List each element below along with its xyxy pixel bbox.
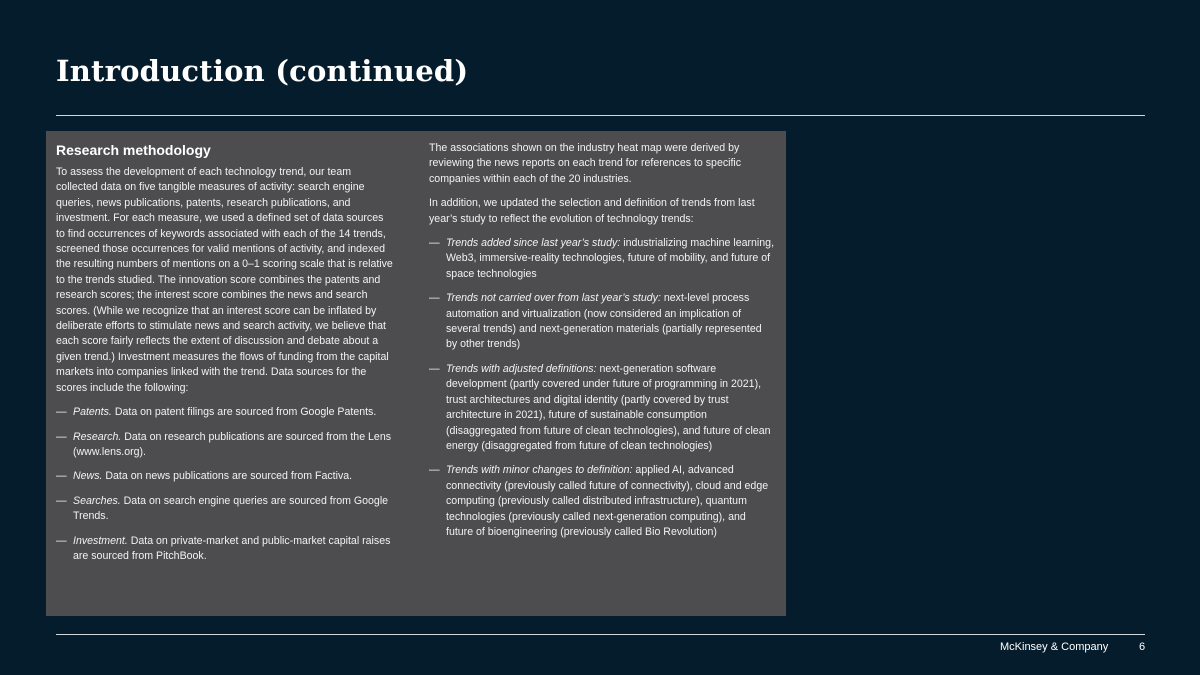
top-divider: [56, 115, 1145, 116]
change-text: next-generation software development (partly covered under future of programming in 2021), trust architectures and digital identity (partly covered by trust architecture in 2021), future of sustainable consumption (disaggregated from future of clean technologies), and future of clean energy (disaggregated from future of clean technologies): [446, 362, 771, 452]
source-text: Data on private-market and public-market capital raises are sourced from PitchBook.: [73, 534, 391, 562]
list-item: [56, 430, 394, 461]
source-label: Investment.: [73, 534, 128, 547]
list-item: [429, 236, 774, 282]
list-item: [56, 494, 394, 525]
dash-bullet: —: [429, 292, 440, 305]
trend-changes-list: [429, 236, 774, 540]
methodology-column: [56, 141, 394, 573]
page-title: Introduction (continued): [56, 54, 469, 88]
list-item: [56, 534, 394, 565]
page-number: 6: [1139, 641, 1146, 653]
dash-bullet: —: [429, 362, 440, 375]
list-item: [56, 469, 394, 484]
sources-list: [56, 405, 394, 564]
updates-paragraph: In addition, we updated the selection and definition of trends from last year’s study to reflect the evolution of technology trends:: [429, 197, 755, 225]
dash-bullet: —: [56, 470, 67, 483]
list-item: [56, 405, 394, 420]
methodology-intro: To assess the development of each technology trend, our team collected data on five tangible measures of activity: search engine queries, news publications, patents, research publications, and investment. For each measure, we used a defined set of data sources to find occurrences of keywords associated with each of the 14 trends, screened those occurrences for valid mentions of activity, and indexed the resulting numbers of mentions on a 0–1 scoring scale that is relative to the trends studied. The innovation score combines the patents and research scores; the interest score combines the news and search scores. (While we recognize that an interest score can be inflated by deliberate efforts to stimulate news and search activity, we believe that each score fairly reflects the extent of discussion and debate about a given trend.) Investment measures the flows of funding from the capital markets into companies linked with the trend. Data sources for the scores include the following:: [56, 166, 393, 394]
dash-bullet: —: [429, 464, 440, 477]
source-text: Data on news publications are sourced from Factiva.: [105, 470, 353, 483]
heat-map-paragraph: The associations shown on the industry heat map were derived by reviewing the news reports on each trend for references to specific companies within each of the 20 industries.: [429, 142, 742, 185]
source-text: Data on research publications are sourced from the Lens (www.lens.org).: [73, 430, 392, 458]
content-panel: [46, 131, 786, 616]
source-text: Data on search engine queries are sourced from Google Trends.: [73, 494, 389, 523]
footer-brand: McKinsey & Company: [1000, 641, 1109, 653]
change-label: Trends with adjusted definitions:: [446, 362, 597, 375]
section-heading: Research methodology: [56, 142, 211, 158]
dash-bullet: —: [56, 430, 67, 443]
change-text: applied AI, advanced connectivity (previously called future of connectivity), cloud and edge computing (previously called distributed infrastructure), quantum technologies (previously called next-generation computing), and future of bioengineering (previously called Bio Revolution): [446, 464, 769, 538]
change-label: Trends added since last year’s study:: [446, 237, 621, 250]
list-item: [429, 362, 774, 454]
source-label: Research.: [73, 430, 122, 443]
change-label: Trends with minor changes to definition:: [446, 464, 633, 477]
list-item: [429, 463, 774, 540]
change-text: industrializing machine learning, Web3, immersive-reality technologies, future of mobility, and future of space technologies: [446, 237, 775, 280]
source-label: Patents.: [73, 406, 112, 419]
source-text: Data on patent filings are sourced from Google Patents.: [114, 406, 377, 419]
bottom-divider: [56, 634, 1145, 635]
change-text: next-level process automation and virtualization (now considered an implication of several trends) and next-generation materials (partially represented by other trends): [446, 292, 762, 351]
change-label: Trends not carried over from last year’s study:: [446, 292, 661, 305]
source-label: News.: [73, 470, 103, 483]
dash-bullet: —: [56, 494, 67, 507]
changes-column: [429, 141, 774, 549]
dash-bullet: —: [56, 534, 67, 547]
dash-bullet: —: [429, 237, 440, 250]
source-label: Searches.: [73, 494, 121, 507]
dash-bullet: —: [56, 406, 67, 419]
list-item: [429, 291, 774, 353]
